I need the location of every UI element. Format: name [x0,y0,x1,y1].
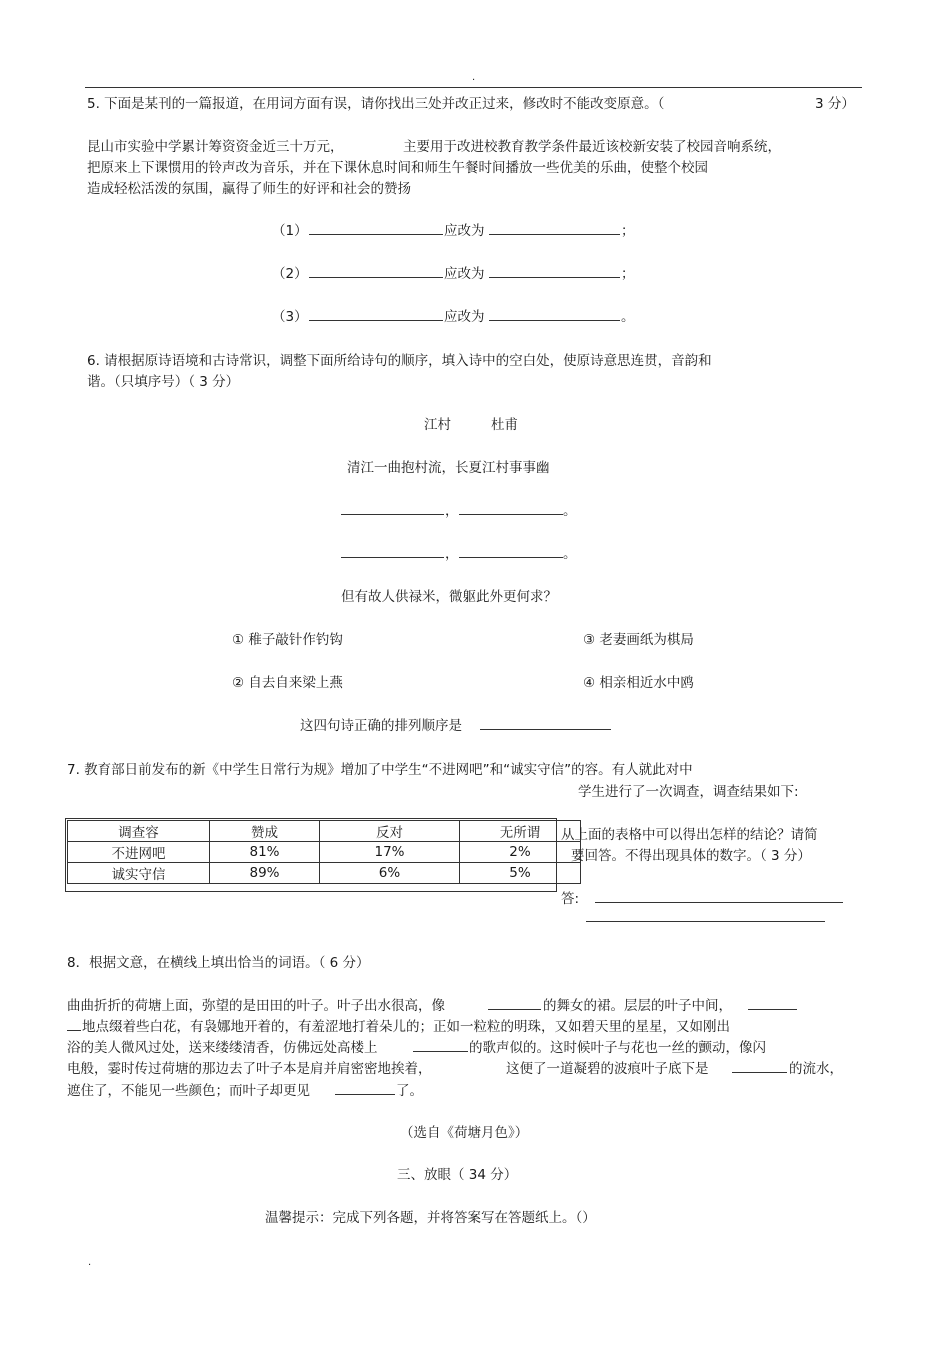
q7-answer-line-1[interactable] [595,902,843,903]
q7-prompt-line1: 7. 教育部日前发布的新《中学生日常行为规》增加了中学生“不进网吧”和“诚实守信”的容。有人就此对中 [67,762,693,778]
q7-answer-line-2[interactable] [586,921,825,922]
poem-blank-sep: ， [445,503,459,519]
section-heading: 三、放眼（ 34 分） [397,1167,518,1183]
table-header-cell: 反对 [320,821,460,842]
q5-passage-line: 造成轻松活泼的氛围，赢得了师生的好评和社会的赞扬 [87,181,411,197]
q8-passage-text: 这便了一道凝碧的波痕叶子底下是 [506,1061,709,1077]
poem-blank-end: 。 [563,503,577,519]
table-header-cell: 无所谓 [460,821,581,842]
table-cell: 89% [210,863,320,884]
q5-blank-2b[interactable] [489,277,620,278]
survey-table [67,820,581,884]
top-dot: . [472,72,476,83]
q8-passage-text: 地点缀着些白花，有袅娜地开着的，有羞涩地打着朵儿的；正如一粒粒的明珠，又如碧天里的星星，又如刚出 [82,1019,730,1035]
q5-item-mid: 应改为 [444,309,485,325]
q8-passage-text: 曲曲折折的荷塘上面，弥望的是田田的叶子。叶子出水很高，像 [67,998,445,1014]
q6-prompt-line1: 6. 请根据原诗语境和古诗常识，调整下面所给诗句的顺序，填入诗中的空白处，使原诗意思连贯，音韵和 [87,353,712,369]
q8-blank-4[interactable] [732,1072,787,1073]
q8-passage-text: 的流水， [789,1061,843,1077]
q5-blank-3a[interactable] [309,320,443,321]
q5-passage-line: 主要用于改进校教育教学条件最近该校新安装了校园音响系统， [403,139,781,155]
q5-blank-3b[interactable] [489,320,620,321]
q8-blank-2b[interactable] [67,1030,81,1031]
q5-item-mid: 应改为 [444,223,485,239]
poem-blank-sep: ， [445,546,459,562]
poem-option: ③ 老妻画纸为棋局 [583,632,694,648]
q8-passage-text: 电般，霎时传过荷塘的那边去了叶子本是肩并肩密密地挨着， [67,1061,432,1077]
q8-blank-1[interactable] [488,1009,541,1010]
order-blank[interactable] [480,729,611,730]
q5-item-number: （3） [272,309,308,325]
poem-blank-end: 。 [563,546,577,562]
section-tip: 温馨提示：完成下列各题，并将答案写在答题纸上。（） [265,1210,596,1226]
poem-option: ④ 相亲相近水中鸥 [583,675,694,691]
q5-item-number: （1） [272,223,308,239]
table-cell: 6% [320,863,460,884]
q8-blank-2a[interactable] [748,1009,797,1010]
table-cell: 2% [460,842,581,863]
poem-blank-2[interactable] [459,514,563,515]
q5-passage-line: 把原来上下课惯用的铃声改为音乐，并在下课休息时间和师生午餐时间播放一些优美的乐曲，使整个校园 [87,160,708,176]
q5-blank-2a[interactable] [309,277,443,278]
q5-item-end: ； [621,266,635,282]
q8-prompt: 8．根据文意，在横线上填出恰当的词语。（ 6 分） [67,955,370,971]
q7-side-question-line1: 从上面的表格中可以得出怎样的结论？请简 [561,827,818,843]
q8-passage-text: 的歌声似的。这时候叶子与花也一丝的颤动，像闪 [469,1040,766,1056]
q5-item-end: 。 [621,309,635,325]
poem-option: ② 自去自来梁上燕 [232,675,343,691]
order-prompt: 这四句诗正确的排列顺序是 [300,718,462,734]
q7-answer-label: 答: [561,891,580,907]
q8-passage-text: 浴的美人微风过处，送来缕缕清香，仿佛远处高楼上 [67,1040,378,1056]
poem-blank-3[interactable] [341,557,444,558]
table-header-cell: 赞成 [210,821,320,842]
poem-title: 江村 [424,417,451,433]
q8-blank-3[interactable] [413,1051,468,1052]
q7-side-question-line2: 要回答。不得出现具体的数字。（ 3 分） [571,848,811,864]
q6-prompt-line2: 谐。（只填序号）（ 3 分） [87,374,240,390]
q5-item-number: （2） [272,266,308,282]
table-row [68,863,581,884]
poem-blank-4[interactable] [459,557,563,558]
poem-blank-1[interactable] [341,514,444,515]
table-cell: 17% [320,842,460,863]
table-header-row [68,821,581,842]
q8-passage-text: 遮住了，不能见一些颜色；而叶子却更见 [67,1083,310,1099]
q8-passage-text: 的舞女的裙。层层的叶子中间， [543,998,732,1014]
poem-line-1: 清江一曲抱村流，长夏江村事事幽 [347,460,550,476]
bottom-dot: . [88,1257,92,1268]
q7-prompt-line2: 学生进行了一次调查，调查结果如下: [578,784,799,800]
q5-item-end: ； [621,223,635,239]
table-cell: 5% [460,863,581,884]
table-row [68,842,581,863]
q5-blank-1a[interactable] [309,234,443,235]
poem-author: 杜甫 [491,417,518,433]
table-cell: 不进网吧 [68,842,210,863]
q5-item-mid: 应改为 [444,266,485,282]
poem-line-4: 但有故人供禄米，微躯此外更何求？ [341,589,557,605]
header-rule [85,87,862,88]
q5-blank-1b[interactable] [489,234,620,235]
table-header-cell: 调查容 [68,821,210,842]
q8-passage-text: 了。 [396,1083,423,1099]
q8-blank-5[interactable] [335,1094,395,1095]
q5-prompt: 5. 下面是某刊的一篇报道，在用词方面有误，请你找出三处并改正过来，修改时不能改变原意。（ [87,96,665,112]
q5-passage-line: 昆山市实验中学累计筹资资金近三十万元， [87,139,344,155]
q8-source: （选自《荷塘月色》） [400,1125,529,1141]
poem-option: ① 稚子敲针作钓钩 [232,632,343,648]
table-cell: 诚实守信 [68,863,210,884]
q5-score: 3 分） [815,96,855,112]
table-cell: 81% [210,842,320,863]
